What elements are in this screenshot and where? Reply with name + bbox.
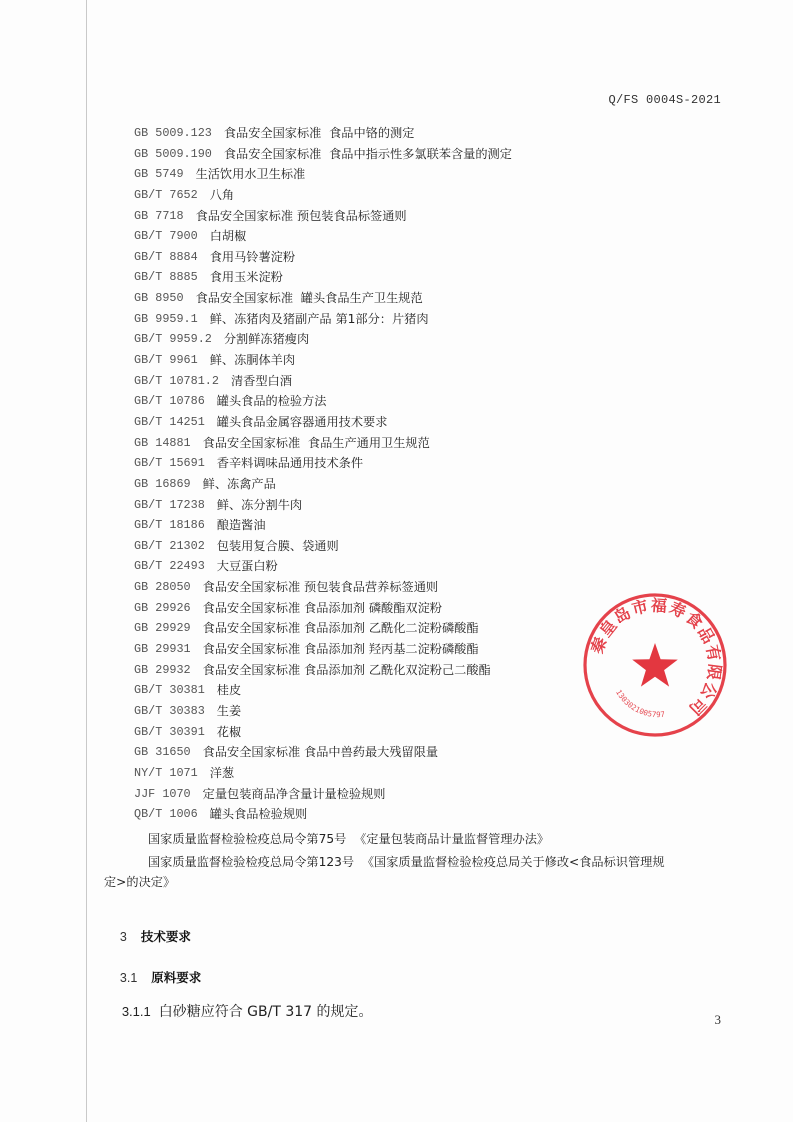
reference-code: GB 5749 bbox=[134, 167, 184, 182]
reference-title: 食品安全国家标准 食品添加剂 羟丙基二淀粉磷酸酯 bbox=[202, 642, 479, 657]
reference-item bbox=[134, 474, 734, 495]
reference-title: 罐头食品金属容器通用技术要求 bbox=[216, 414, 388, 429]
reference-item bbox=[134, 391, 734, 412]
section-number: 3 bbox=[119, 930, 127, 944]
reference-title: 食品安全国家标准 预包装食品标签通则 bbox=[195, 208, 407, 223]
reference-item bbox=[134, 433, 734, 454]
reference-code: GB/T 9961 bbox=[134, 353, 198, 368]
reference-code: GB 14881 bbox=[134, 435, 191, 450]
reference-code: GB 9959.1 bbox=[134, 311, 198, 326]
reference-item bbox=[134, 742, 734, 763]
reference-code: GB 29931 bbox=[134, 642, 191, 657]
reference-code: GB/T 18186 bbox=[134, 518, 205, 533]
reference-item bbox=[134, 763, 734, 784]
reference-title: 八角 bbox=[209, 187, 235, 202]
reference-title: 鲜、冻猪肉及猪副产品 第1部分：片猪肉 bbox=[209, 311, 429, 326]
reference-item bbox=[134, 515, 734, 536]
reference-title: 罐头食品检验规则 bbox=[209, 807, 308, 822]
reference-code: GB/T 7900 bbox=[134, 229, 198, 244]
section-number: 3.1 bbox=[119, 971, 138, 985]
reference-title: 食品安全国家标准 罐头食品生产卫生规范 bbox=[195, 291, 423, 306]
reference-item bbox=[134, 329, 734, 350]
reference-code: GB/T 8885 bbox=[134, 270, 198, 285]
reference-item bbox=[134, 309, 734, 330]
reference-title: 洋葱 bbox=[209, 765, 235, 780]
reference-code: GB 29926 bbox=[134, 600, 191, 615]
clause-3-1-1 bbox=[104, 985, 373, 1037]
decree-line-1: 国家质量监督检验检疫总局令第75号 《定量包装商品计量监督管理办法》 bbox=[148, 832, 550, 846]
section-title: 原料要求 bbox=[151, 970, 202, 985]
reference-title: 食品安全国家标准 食品中铬的测定 bbox=[223, 126, 415, 140]
reference-title: 食品安全国家标准 食品中兽药最大残留限量 bbox=[202, 745, 439, 760]
decree-line-2-continued: 定>的决定》 bbox=[104, 875, 176, 889]
reference-code: GB 5009.190 bbox=[134, 146, 212, 161]
reference-title: 鲜、冻禽产品 bbox=[202, 476, 276, 491]
reference-code: GB 8950 bbox=[134, 291, 184, 306]
page-number: 3 bbox=[714, 1012, 721, 1027]
reference-title: 鲜、冻胴体羊肉 bbox=[209, 353, 296, 368]
reference-item bbox=[134, 226, 734, 247]
reference-title: 白胡椒 bbox=[209, 229, 247, 244]
reference-code: GB/T 10786 bbox=[134, 394, 205, 409]
page-edge-line bbox=[86, 0, 87, 1122]
reference-title: 酿造酱油 bbox=[216, 518, 266, 533]
reference-item bbox=[134, 495, 734, 516]
clause-text: 白砂糖应符合 GB/T 317 的规定。 bbox=[158, 1004, 373, 1020]
reference-title: 食用马铃薯淀粉 bbox=[209, 249, 296, 264]
reference-title: 生活饮用水卫生标准 bbox=[195, 167, 306, 182]
reference-item bbox=[134, 164, 734, 185]
reference-title: 食用玉米淀粉 bbox=[209, 270, 283, 285]
reference-code: GB/T 10781.2 bbox=[134, 373, 219, 388]
reference-title: 食品安全国家标准 食品生产通用卫生规范 bbox=[202, 435, 430, 450]
reference-code: GB/T 8884 bbox=[134, 249, 198, 264]
reference-code: GB 28050 bbox=[134, 580, 191, 595]
reference-item bbox=[134, 123, 734, 144]
reference-code: GB/T 17238 bbox=[134, 497, 205, 512]
reference-title: 生姜 bbox=[216, 703, 242, 718]
reference-title: 鲜、冻分割牛肉 bbox=[216, 497, 303, 512]
reference-title: 食品安全国家标准 食品中指示性多氯联苯含量的测定 bbox=[223, 146, 512, 161]
reference-title: 食品安全国家标准 预包装食品营养标签通则 bbox=[202, 580, 439, 595]
reference-code: NY/T 1071 bbox=[134, 765, 198, 780]
document-code: Q/FS 0004S-2021 bbox=[608, 93, 721, 107]
reference-code: GB 29932 bbox=[134, 662, 191, 677]
reference-code: GB 5009.123 bbox=[134, 126, 212, 140]
reference-code: GB/T 22493 bbox=[134, 559, 205, 574]
reference-item bbox=[134, 267, 734, 288]
reference-item bbox=[134, 350, 734, 371]
reference-item bbox=[134, 144, 734, 165]
reference-item bbox=[134, 185, 734, 206]
reference-code: GB/T 30391 bbox=[134, 724, 205, 739]
reference-code: GB 7718 bbox=[134, 208, 184, 223]
company-seal-stamp bbox=[580, 590, 730, 740]
reference-code: GB 29929 bbox=[134, 621, 191, 636]
reference-code: QB/T 1006 bbox=[134, 807, 198, 822]
reference-title: 包装用复合膜、袋通则 bbox=[216, 538, 339, 553]
reference-title: 花椒 bbox=[216, 724, 242, 739]
reference-code: GB/T 14251 bbox=[134, 414, 205, 429]
reference-item bbox=[134, 412, 734, 433]
reference-code: GB/T 7652 bbox=[134, 187, 198, 202]
reference-item bbox=[134, 206, 734, 227]
reference-title: 分割鲜冻猪瘦肉 bbox=[223, 332, 310, 347]
reference-code: GB/T 9959.2 bbox=[134, 332, 212, 347]
reference-item bbox=[134, 556, 734, 577]
reference-code: GB/T 30383 bbox=[134, 703, 205, 718]
reference-code: GB 31650 bbox=[134, 745, 191, 760]
reference-code: GB 16869 bbox=[134, 476, 191, 491]
reference-code: GB/T 30381 bbox=[134, 683, 205, 698]
svg-text:1303021005797: 1303021005797 bbox=[614, 688, 666, 720]
reference-code: JJF 1070 bbox=[134, 786, 191, 801]
reference-title: 香辛料调味品通用技术条件 bbox=[216, 456, 364, 471]
reference-item bbox=[134, 288, 734, 309]
reference-code: GB/T 21302 bbox=[134, 538, 205, 553]
clause-number: 3.1.1 bbox=[121, 1004, 151, 1019]
decree-line-2: 国家质量监督检验检疫总局令第123号 《国家质量监督检验检疫总局关于修改<食品标识管理规 bbox=[148, 855, 665, 869]
reference-item bbox=[134, 371, 734, 392]
section-title: 技术要求 bbox=[140, 929, 191, 944]
reference-title: 定量包装商品净含量计量检验规则 bbox=[202, 786, 386, 801]
reference-item bbox=[134, 536, 734, 557]
reference-title: 大豆蛋白粉 bbox=[216, 559, 278, 574]
reference-title: 食品安全国家标准 食品添加剂 乙酰化双淀粉己二酸酯 bbox=[202, 662, 491, 677]
svg-text:秦皇岛市福寿食品有限公司: 秦皇岛市福寿食品有限公司 bbox=[587, 595, 725, 720]
reference-item bbox=[134, 453, 734, 474]
reference-title: 清香型白酒 bbox=[230, 373, 292, 388]
reference-title: 桂皮 bbox=[216, 683, 242, 698]
reference-item bbox=[134, 784, 734, 805]
reference-item bbox=[134, 247, 734, 268]
reference-title: 罐头食品的检验方法 bbox=[216, 394, 327, 409]
reference-title: 食品安全国家标准 食品添加剂 乙酰化二淀粉磷酸酯 bbox=[202, 621, 479, 636]
reference-item bbox=[134, 804, 734, 825]
reference-code: GB/T 15691 bbox=[134, 456, 205, 471]
reference-title: 食品安全国家标准 食品添加剂 磷酸酯双淀粉 bbox=[202, 600, 442, 615]
